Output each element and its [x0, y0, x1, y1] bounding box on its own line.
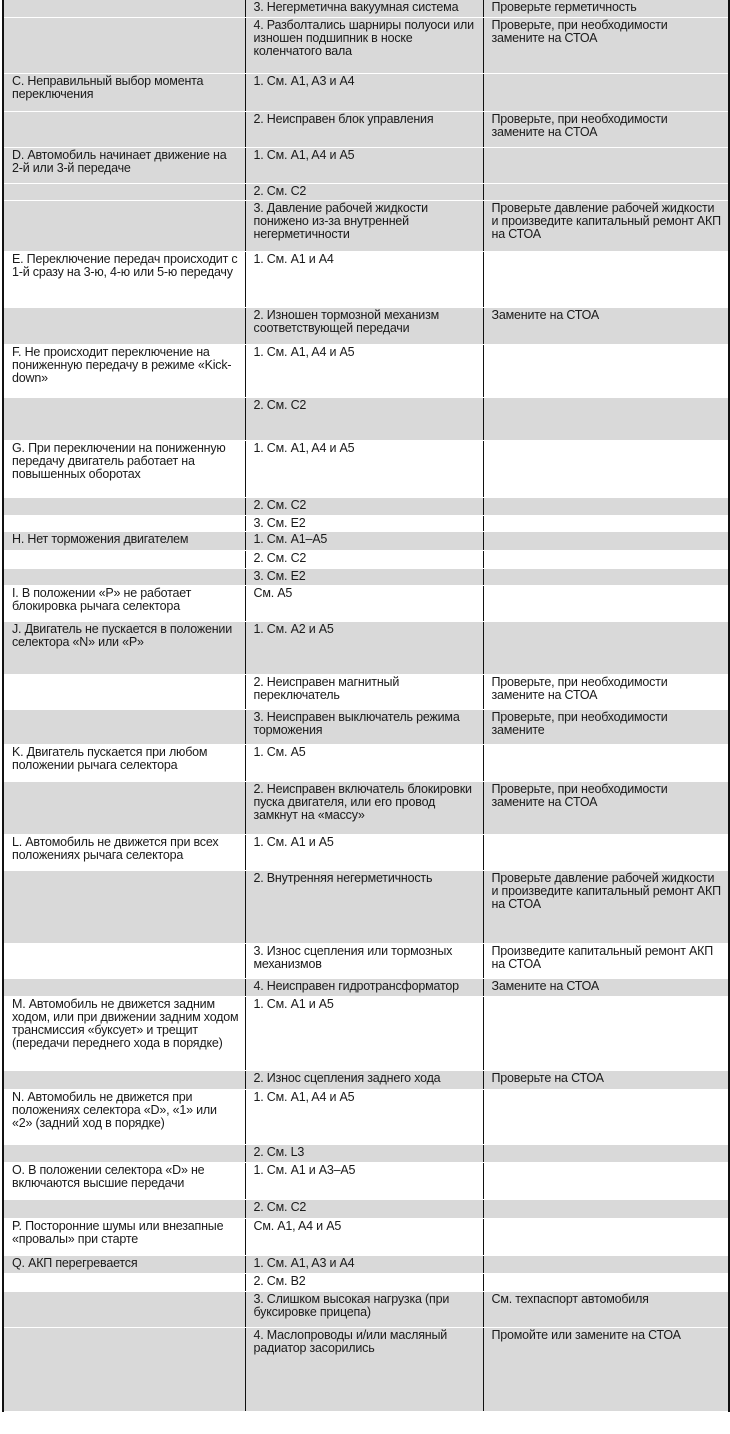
symptom-cell: [3, 200, 245, 251]
remedy-cell: [483, 550, 729, 568]
table-row: [3, 978, 729, 996]
remedy-cell: [483, 251, 729, 307]
remedy-cell: Проверьте, при необходимости замените на СТОА: [483, 674, 729, 709]
table-row: [3, 996, 729, 1070]
remedy-cell: Проверьте герметичность: [483, 0, 729, 17]
remedy-cell: Проверьте давление рабочей жидкости и произведите капитальный ремонт АКП на СТОА: [483, 200, 729, 251]
table-row: [3, 1144, 729, 1162]
table-row: [3, 1273, 729, 1291]
cause-cell: 3. См. E2: [245, 515, 483, 531]
remedy-cell: [483, 147, 729, 183]
symptom-cell: O. В положении селектора «D» не включаются высшие передачи: [3, 1162, 245, 1199]
symptom-cell: N. Автомобиль не движется при положениях селектора «D», «1» или «2» (задний ход в порядке): [3, 1089, 245, 1144]
symptom-cell: M. Автомобиль не движется задним ходом, или при движении задним ходом трансмиссия «буксует» и трещит (передачи переднего хода в порядке): [3, 996, 245, 1070]
symptom-cell: [3, 111, 245, 147]
cause-cell: 2. Внутренняя негерметичность: [245, 870, 483, 943]
remedy-cell: Замените на СТОА: [483, 307, 729, 344]
cause-cell: 2. Износ сцепления заднего хода: [245, 1070, 483, 1089]
cause-cell: 1. См. A1–A5: [245, 531, 483, 550]
table-row: [3, 147, 729, 183]
symptom-cell: I. В положении «P» не работает блокировка рычага селектора: [3, 585, 245, 621]
symptom-cell: [3, 709, 245, 744]
table-row: [3, 1199, 729, 1218]
table-row: [3, 515, 729, 531]
symptom-cell: [3, 0, 245, 17]
table-row: [3, 1291, 729, 1327]
table-row: [3, 251, 729, 307]
table-row: [3, 621, 729, 674]
symptom-cell: [3, 943, 245, 978]
table-row: [3, 397, 729, 440]
table-row: [3, 1327, 729, 1411]
cause-cell: См. A1, A4 и A5: [245, 1218, 483, 1255]
cause-cell: 1. См. A1, A3 и A4: [245, 1255, 483, 1273]
symptom-cell: D. Автомобиль начинает движение на 2-й или 3-й передаче: [3, 147, 245, 183]
cause-cell: 2. См. C2: [245, 497, 483, 515]
cause-cell: 2. Неисправен блок управления: [245, 111, 483, 147]
symptom-cell: Q. АКП перегревается: [3, 1255, 245, 1273]
cause-cell: 1. См. A1 и A5: [245, 834, 483, 870]
remedy-cell: [483, 183, 729, 200]
symptom-cell: [3, 1199, 245, 1218]
symptom-cell: [3, 515, 245, 531]
table-row: [3, 943, 729, 978]
cause-cell: 3. Износ сцепления или тормозных механизмов: [245, 943, 483, 978]
symptom-cell: [3, 781, 245, 834]
table-row: [3, 497, 729, 515]
cause-cell: 1. См. A1, A4 и A5: [245, 440, 483, 497]
cause-cell: 1. См. A1, A4 и A5: [245, 1089, 483, 1144]
cause-cell: 1. См. A1, A3 и A4: [245, 73, 483, 111]
symptom-cell: E. Переключение передач происходит с 1-й сразу на 3-ю, 4-ю или 5-ю передачу: [3, 251, 245, 307]
table-row: [3, 183, 729, 200]
table-row: [3, 870, 729, 943]
cause-cell: 3. Давление рабочей жидкости понижено из-за внутренней негерметичности: [245, 200, 483, 251]
remedy-cell: [483, 585, 729, 621]
symptom-cell: K. Двигатель пускается при любом положении рычага селектора: [3, 744, 245, 781]
remedy-cell: Проверьте на СТОА: [483, 1070, 729, 1089]
cause-cell: 4. Разболтались шарниры полуоси или изношен подшипник в носке коленчатого вала: [245, 17, 483, 73]
symptom-cell: [3, 870, 245, 943]
table-row: [3, 1162, 729, 1199]
remedy-cell: См. техпаспорт автомобиля: [483, 1291, 729, 1327]
symptom-cell: H. Нет торможения двигателем: [3, 531, 245, 550]
symptom-cell: [3, 1327, 245, 1411]
cause-cell: 2. См. C2: [245, 397, 483, 440]
remedy-cell: [483, 996, 729, 1070]
remedy-cell: Проверьте, при необходимости замените на СТОА: [483, 17, 729, 73]
table-row: [3, 531, 729, 550]
table-row: [3, 568, 729, 585]
symptom-cell: [3, 1273, 245, 1291]
table-row: [3, 585, 729, 621]
symptom-cell: F. Не происходит переключение на пониженную передачу в режиме «Kick-down»: [3, 344, 245, 397]
cause-cell: 2. Неисправен включатель блокировки пуска двигателя, или его провод замкнут на «массу»: [245, 781, 483, 834]
cause-cell: 2. См. B2: [245, 1273, 483, 1291]
symptom-cell: [3, 397, 245, 440]
symptom-cell: [3, 568, 245, 585]
symptom-cell: P. Посторонние шумы или внезапные «провалы» при старте: [3, 1218, 245, 1255]
table-row: [3, 344, 729, 397]
cause-cell: См. A5: [245, 585, 483, 621]
table-row: [3, 17, 729, 73]
fault-table-body: [3, 0, 729, 1411]
remedy-cell: [483, 1199, 729, 1218]
table-row: [3, 834, 729, 870]
remedy-cell: [483, 1144, 729, 1162]
remedy-cell: [483, 1273, 729, 1291]
remedy-cell: [483, 1218, 729, 1255]
remedy-cell: Замените на СТОА: [483, 978, 729, 996]
remedy-cell: Проверьте, при необходимости замените: [483, 709, 729, 744]
symptom-cell: G. При переключении на пониженную передачу двигатель работает на повышенных оборотах: [3, 440, 245, 497]
symptom-cell: J. Двигатель не пускается в положении селектора «N» или «P»: [3, 621, 245, 674]
table-row: [3, 1218, 729, 1255]
cause-cell: 1. См. A5: [245, 744, 483, 781]
cause-cell: 2. См. C2: [245, 550, 483, 568]
remedy-cell: [483, 1162, 729, 1199]
cause-cell: 2. См. C2: [245, 1199, 483, 1218]
cause-cell: 4. Маслопроводы и/или масляный радиатор засорились: [245, 1327, 483, 1411]
symptom-cell: [3, 978, 245, 996]
remedy-cell: [483, 344, 729, 397]
remedy-cell: [483, 744, 729, 781]
symptom-cell: [3, 1144, 245, 1162]
remedy-cell: [483, 621, 729, 674]
symptom-cell: [3, 1291, 245, 1327]
table-row: [3, 550, 729, 568]
remedy-cell: [483, 568, 729, 585]
symptom-cell: [3, 674, 245, 709]
cause-cell: 2. Изношен тормозной механизм соответствующей передачи: [245, 307, 483, 344]
cause-cell: 1. См. A1 и A3–A5: [245, 1162, 483, 1199]
cause-cell: 2. Неисправен магнитный переключатель: [245, 674, 483, 709]
table-row: [3, 709, 729, 744]
table-row: [3, 440, 729, 497]
remedy-cell: [483, 834, 729, 870]
remedy-cell: [483, 1255, 729, 1273]
symptom-cell: [3, 183, 245, 200]
cause-cell: 2. См. L3: [245, 1144, 483, 1162]
table-row: [3, 744, 729, 781]
cause-cell: 3. Негерметична вакуумная система: [245, 0, 483, 17]
cause-cell: 1. См. A1 и A4: [245, 251, 483, 307]
cause-cell: 3. Слишком высокая нагрузка (при буксировке прицепа): [245, 1291, 483, 1327]
remedy-cell: Проверьте давление рабочей жидкости и произведите капитальный ремонт АКП на СТОА: [483, 870, 729, 943]
remedy-cell: [483, 497, 729, 515]
table-row: [3, 1070, 729, 1089]
table-row: [3, 674, 729, 709]
cause-cell: 1. См. A1, A4 и A5: [245, 344, 483, 397]
symptom-cell: [3, 497, 245, 515]
table-row: [3, 1255, 729, 1273]
remedy-cell: Проверьте, при необходимости замените на СТОА: [483, 111, 729, 147]
table-row: [3, 307, 729, 344]
fault-table: [2, 0, 730, 1412]
symptom-cell: [3, 17, 245, 73]
symptom-cell: [3, 1070, 245, 1089]
remedy-cell: [483, 515, 729, 531]
cause-cell: 4. Неисправен гидротрансформатор: [245, 978, 483, 996]
remedy-cell: [483, 531, 729, 550]
cause-cell: 1. См. A1 и A5: [245, 996, 483, 1070]
symptom-cell: [3, 550, 245, 568]
table-row: [3, 111, 729, 147]
cause-cell: 3. См. E2: [245, 568, 483, 585]
table-row: [3, 1089, 729, 1144]
symptom-cell: [3, 307, 245, 344]
symptom-cell: L. Автомобиль не движется при всех положениях рычага селектора: [3, 834, 245, 870]
remedy-cell: [483, 440, 729, 497]
remedy-cell: Произведите капитальный ремонт АКП на СТОА: [483, 943, 729, 978]
table-row: [3, 0, 729, 17]
cause-cell: 2. См. C2: [245, 183, 483, 200]
table-row: [3, 781, 729, 834]
table-row: [3, 200, 729, 251]
table-row: [3, 73, 729, 111]
remedy-cell: [483, 73, 729, 111]
cause-cell: 3. Неисправен выключатель режима торможения: [245, 709, 483, 744]
remedy-cell: Проверьте, при необходимости замените на СТОА: [483, 781, 729, 834]
cause-cell: 1. См. A1, A4 и A5: [245, 147, 483, 183]
cause-cell: 1. См. A2 и A5: [245, 621, 483, 674]
symptom-cell: C. Неправильный выбор момента переключения: [3, 73, 245, 111]
remedy-cell: Промойте или замените на СТОА: [483, 1327, 729, 1411]
remedy-cell: [483, 397, 729, 440]
remedy-cell: [483, 1089, 729, 1144]
